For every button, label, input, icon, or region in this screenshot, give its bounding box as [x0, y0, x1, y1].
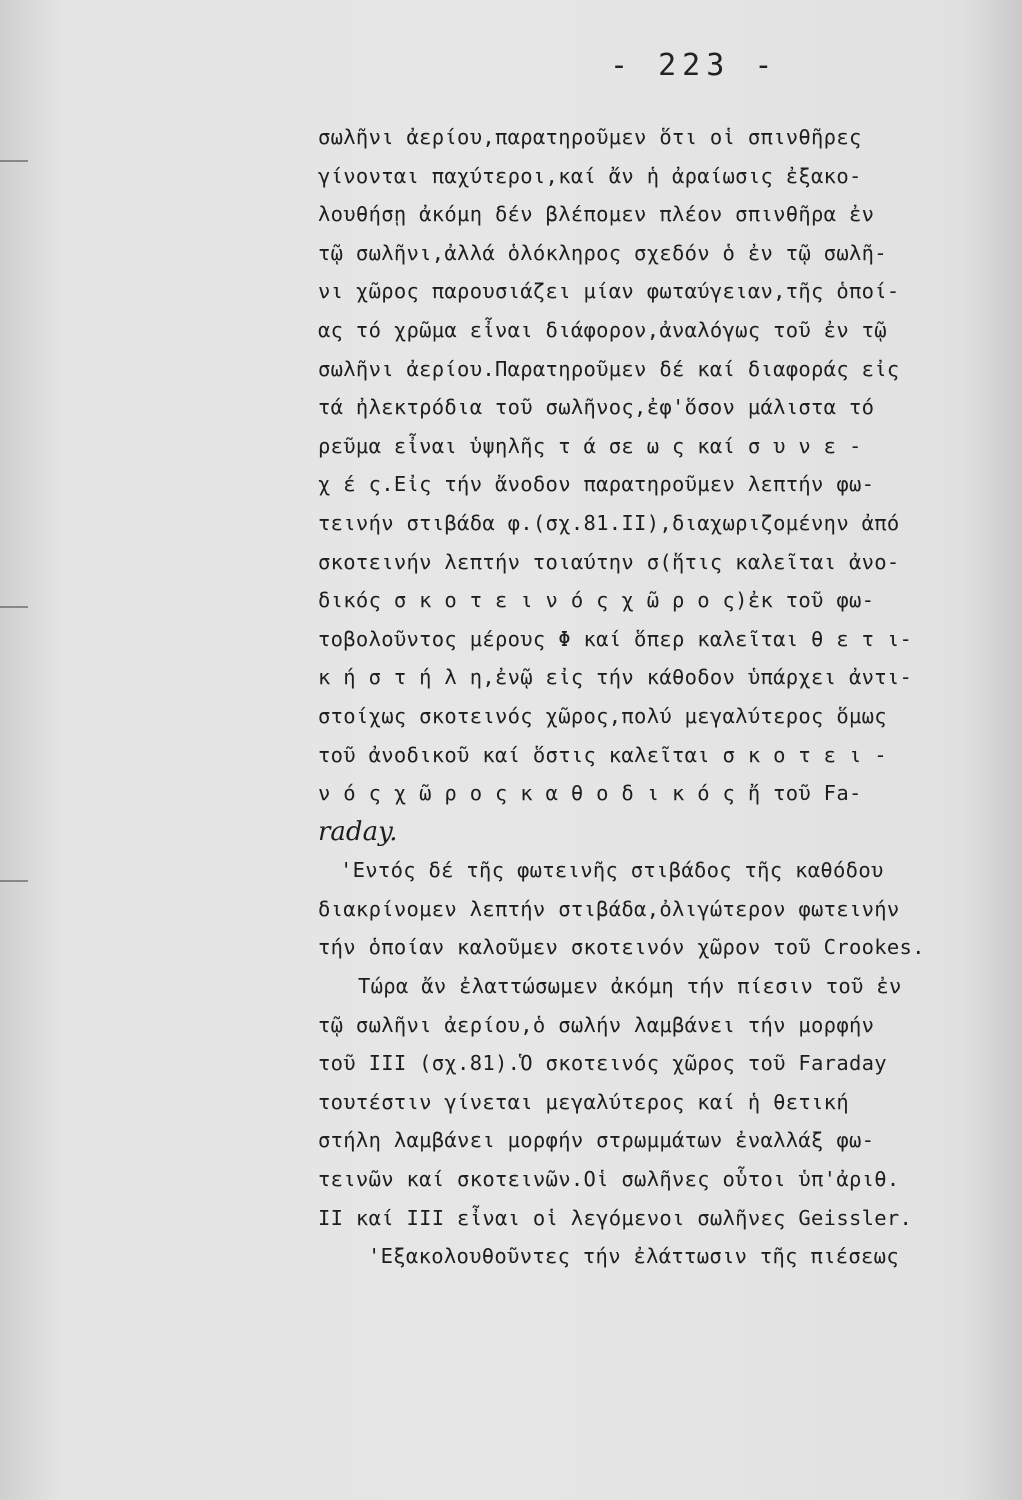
handwritten-line: raday. [318, 816, 398, 847]
text-line: νι χῶρος παρουσιάζει μίαν φωταύγειαν,τῆς ὁποί- [318, 279, 900, 304]
text-line: κ ή σ τ ή λ η,ἐνῷ εἰς τήν κάθοδον ὑπάρχει ἀντι- [318, 665, 913, 690]
text-line: τοῦ ΙΙΙ (σχ.81).Ὁ σκοτεινός χῶρος τοῦ Faraday [318, 1051, 887, 1076]
text-line: ν ό ς χ ῶ ρ ο ς κ α θ ο δ ι κ ό ς ἤ τοῦ Fa- [318, 781, 862, 806]
text-line: τά ἠλεκτρόδια τοῦ σωλῆνος,ἐφ'ὅσον μάλιστα τό [318, 395, 875, 420]
page-number: - 223 - [610, 48, 779, 83]
body-text [318, 118, 978, 1276]
text-line: χ έ ς.Εἰς τήν ἄνοδον παρατηροῦμεν λεπτήν φω- [318, 472, 875, 497]
text-line: σκοτεινήν λεπτήν τοιαύτην σ(ἥτις καλεῖται ἀνο- [318, 549, 900, 574]
text-line: τεινῶν καί σκοτεινῶν.Οἱ σωλῆνες οὗτοι ὑπ'ἀριθ. [318, 1167, 900, 1192]
text-line: ας τό χρῶμα εἶναι διάφορον,ἀναλόγως τοῦ ἐν τῷ [318, 317, 887, 342]
text-line: τουτέστιν γίνεται μεγαλύτερος καί ἡ θετική [318, 1089, 849, 1114]
text-line: τεινήν στιβάδα φ.(σχ.81.ΙΙ),διαχωριζομένην ἀπό [318, 510, 900, 535]
text-line: τῷ σωλῆνι,ἀλλά ὁλόκληρος σχεδόν ὁ ἐν τῷ σωλῆ- [318, 240, 887, 265]
text-line: 'Εντός δέ τῆς φωτεινῆς στιβάδος τῆς καθόδου [340, 858, 884, 883]
text-line: στοίχως σκοτεινός χῶρος,πολύ μεγαλύτερος ὅμως [318, 703, 887, 728]
text-line: τήν ὁποίαν καλοῦμεν σκοτεινόν χῶρον τοῦ Crookes. [318, 935, 925, 960]
text-line: τοβολοῦντος μέρους Φ καί ὅπερ καλεῖται θ ε τ ι- [318, 626, 913, 651]
text-line: 'Εξακολουθοῦντες τήν ἐλάττωσιν τῆς πιέσεως [368, 1244, 899, 1269]
text-line: στήλη λαμβάνει μορφήν στρωμμάτων ἐναλλάξ φω- [318, 1128, 875, 1153]
text-line: τῷ σωλῆνι ἀερίου,ὁ σωλήν λαμβάνει τήν μορφήν [318, 1012, 875, 1037]
text-line: δικός σ κ ο τ ε ι ν ό ς χ ῶ ρ ο ς)ἐκ τοῦ φω- [318, 588, 875, 613]
margin-mark [0, 880, 28, 882]
margin-mark [0, 160, 28, 162]
text-line: σωλῆνι ἀερίου,παρατηροῦμεν ὅτι οἱ σπινθῆρες [318, 125, 862, 149]
text-line: ΙΙ καί ΙΙΙ εἶναι οἱ λεγόμενοι σωλῆνες Geissler. [318, 1205, 913, 1230]
text-line: λουθήσῃ ἀκόμη δέν βλέπομεν πλέον σπινθῆρα ἐν [318, 202, 875, 227]
text-line: γίνονται παχύτεροι,καί ἄν ἡ ἀραίωσις ἐξακο- [318, 163, 862, 188]
text-line: σωλῆνι ἀερίου.Παρατηροῦμεν δέ καί διαφοράς εἰς [318, 356, 900, 381]
text-line: Τώρα ἄν ἐλαττώσωμεν ἀκόμη τήν πίεσιν τοῦ ἐν [358, 974, 902, 999]
text-line: τοῦ ἀνοδικοῦ καί ὅστις καλεῖται σ κ ο τ ε ι - [318, 742, 887, 767]
text-line: ρεῦμα εἶναι ὑψηλῆς τ ά σε ω ς καί σ υ ν ε - [318, 433, 862, 458]
text-line: διακρίνομεν λεπτήν στιβάδα,ὀλιγώτερον φωτεινήν [318, 896, 900, 921]
margin-mark [0, 606, 28, 608]
